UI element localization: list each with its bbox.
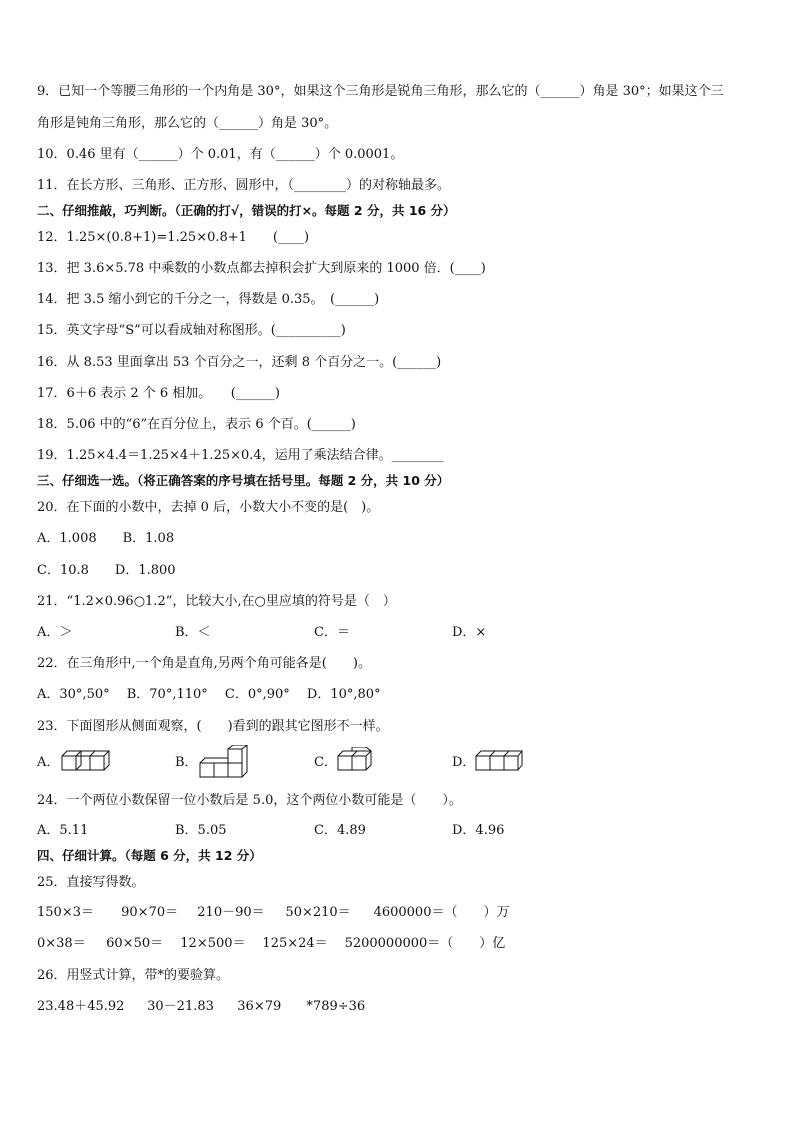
calc-item: 36×79 — [237, 999, 282, 1014]
section-4-heading: 四、仔细计算。（每题 6 分，共 12 分） — [37, 848, 262, 863]
calc-item: 12×500＝ — [180, 936, 246, 951]
question-21-option-b: B．＜ — [175, 625, 211, 640]
question-26-row — [37, 999, 365, 1015]
question-15: 15．英文字母“S”可以看成轴对称图形。(__________) — [37, 323, 346, 338]
calc-item: 50×210＝ — [285, 905, 351, 920]
question-23-option-d: D． — [452, 755, 476, 770]
calc-item: 210－90＝ — [197, 905, 265, 920]
question-18: 18．5.06 中的“6”在百分位上，表示 6 个百。(______) — [37, 417, 356, 432]
question-13: 13．把 3.6×5.78 中乘数的小数点都去掉积会扩大到原来的 1000 倍．(____) — [37, 261, 486, 276]
cubes-figure-c — [336, 747, 378, 775]
question-19: 19．1.25×4.4＝1.25×4＋1.25×0.4，运用了乘法结合律。________ — [37, 448, 444, 463]
question-24-option-d: D．4.96 — [452, 823, 505, 838]
cubes-figure-b — [198, 745, 250, 779]
question-24-option-b: B．5.05 — [175, 823, 227, 838]
cubes-figure-d — [474, 747, 524, 775]
question-23-option-c: C． — [314, 755, 337, 770]
calc-item: 30－21.83 — [147, 999, 214, 1014]
calc-item: 4600000＝（ ）万 — [373, 905, 510, 920]
calc-item: *789÷36 — [306, 999, 366, 1014]
question-16: 16．从 8.53 里面拿出 53 个百分之一，还剩 8 个百分之一。(______) — [37, 355, 442, 370]
calc-item: 5200000000＝（ ）亿 — [344, 936, 506, 951]
question-24-option-a: A．5.11 — [37, 823, 89, 838]
calc-item: 60×50＝ — [106, 936, 164, 951]
question-21-option-d: D．× — [452, 625, 487, 640]
question-24: 24．一个两位小数保留一位小数后是 5.0，这个两位小数可能是（ ）。 — [37, 793, 462, 808]
question-25: 25．直接写得数。 — [37, 875, 145, 890]
question-21-option-c: C．＝ — [314, 625, 350, 640]
calc-item: 23.48＋45.92 — [37, 999, 125, 1014]
calc-item: 90×70＝ — [121, 905, 179, 920]
question-21: 21．“1.2×0.96○1.2”，比较大小,在○里应填的符号是（ ） — [37, 594, 396, 609]
question-14: 14．把 3.5 缩小到它的千分之一，得数是 0.35。 (______) — [37, 292, 380, 307]
question-9-line-2: 角形是钝角三角形，那么它的（______）角是 30°。 — [37, 116, 338, 131]
question-20-options-ab: A．1.008 B．1.08 — [37, 531, 175, 546]
question-23-option-b: B． — [175, 755, 198, 770]
question-25-row-1 — [37, 905, 509, 921]
question-22: 22．在三角形中,一个角是直角,另两个角可能各是( )。 — [37, 656, 371, 671]
section-3-heading: 三、仔细选一选。（将正确答案的序号填在括号里。每题 2 分，共 10 分） — [37, 473, 450, 488]
question-21-option-a: A．＞ — [37, 625, 73, 640]
question-11: 11．在长方形、三角形、正方形、圆形中，（________）的对称轴最多。 — [37, 178, 451, 193]
question-20-options-cd: C．10.8 D．1.800 — [37, 563, 176, 578]
question-9-line-1: 9．已知一个等腰三角形的一个内角是 30°，如果这个三角形是锐角三角形，那么它的（______）角是 30°；如果这个三 — [37, 84, 724, 99]
question-12: 12．1.25×(0.8+1)=1.25×0.8+1 (____) — [37, 230, 310, 245]
question-26: 26．用竖式计算，带*的要验算。 — [37, 968, 230, 983]
question-24-option-c: C．4.89 — [314, 823, 366, 838]
calc-item: 0×38＝ — [37, 936, 86, 951]
question-17: 17．6＋6 表示 2 个 6 相加。 (______) — [37, 386, 280, 401]
question-20: 20．在下面的小数中，去掉 0 后，小数大小不变的是( )。 — [37, 500, 380, 515]
question-10: 10．0.46 里有（______）个 0.01，有（______）个 0.0001。 — [37, 147, 404, 162]
cubes-figure-a — [60, 747, 112, 775]
section-2-heading: 二、仔细推敲，巧判断。（正确的打√，错误的打×。每题 2 分，共 16 分） — [37, 203, 456, 218]
question-22-options: A．30°,50° B．70°,110° C．0°,90° D．10°,80° — [37, 687, 381, 702]
question-23: 23．下面图形从侧面观察，( )看到的跟其它图形不一样。 — [37, 719, 389, 734]
question-25-row-2 — [37, 936, 505, 952]
question-23-option-a: A． — [37, 755, 60, 770]
calc-item: 125×24＝ — [262, 936, 328, 951]
calc-item: 150×3＝ — [37, 905, 94, 920]
